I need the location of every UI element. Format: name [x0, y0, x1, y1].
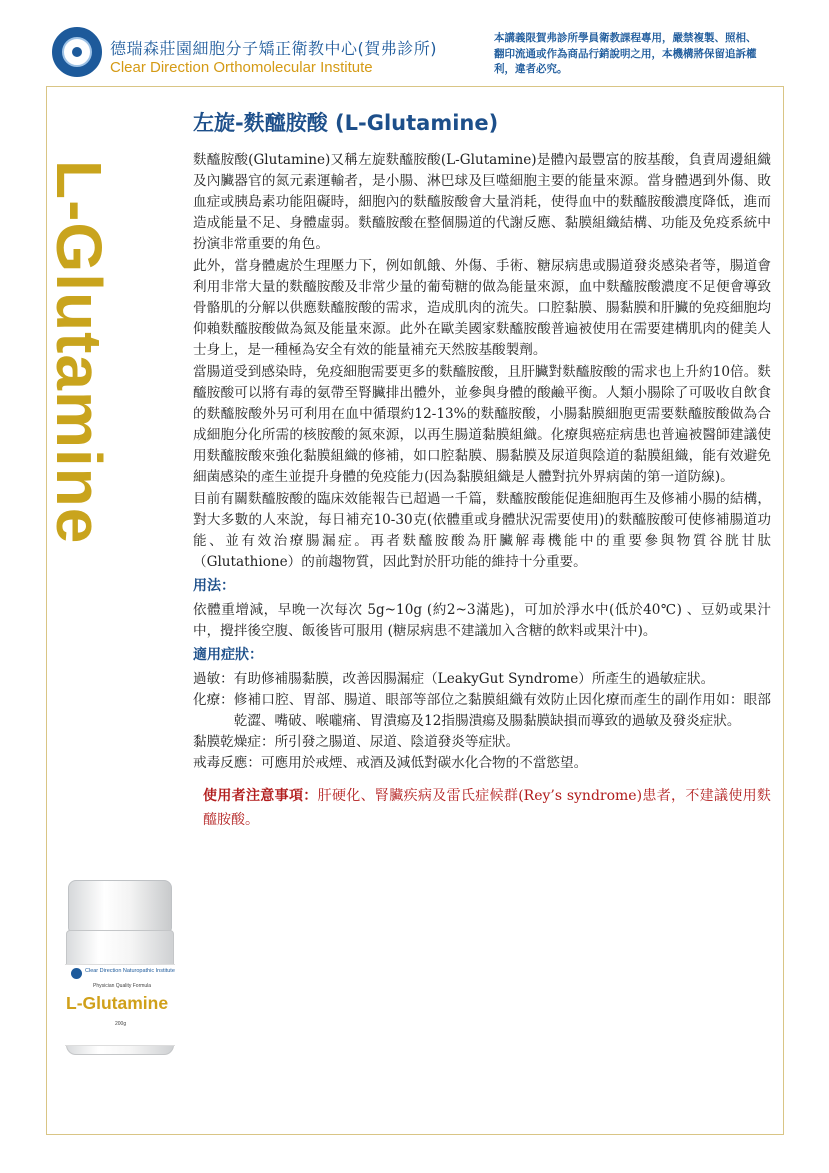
warning-note: [203, 784, 771, 832]
indication-value: 修補口腔、胃部、腸道、眼部等部位之黏膜組織有效防止因化療而產生的副作用如：眼部乾澀、嘴破、喉嚨痛、胃潰瘍及12指腸潰瘍及腸黏膜缺損而導致的過敏及發炎症狀。: [233, 692, 771, 729]
label-logo-icon: [71, 968, 82, 979]
org-name-english: Clear Direction Orthomolecular Institute: [110, 59, 373, 76]
paragraph-4: 目前有關麩醯胺酸的臨床效能報告已超過一千篇，麩醯胺酸能促進細胞再生及修補小腸的結構，對大多數的人來說，每日補充10-30克(依體重或身體狀況需要使用)的麩醯胺酸可使修補腸道功能、並有效治療腸漏症。再者麩醯胺酸為肝臟解毒機能中的重要參與物質谷胱甘肽（Glutathione）的前趨物質，因此對於肝功能的維持十分重要。: [193, 491, 771, 570]
usage-heading: 用法：: [193, 578, 235, 594]
indication-key: 過敏：: [193, 671, 234, 687]
warning-text: 肝硬化、腎臟疾病及雷氏症候群(Rey’s syndrome)患者，不建議使用麩醯胺酸。: [203, 788, 771, 828]
side-title-text: L-Glutamine: [43, 160, 115, 545]
institute-logo-icon: [52, 27, 102, 77]
page-title: 左旋-麩醯胺酸 (L-Glutamine): [193, 111, 499, 135]
org-name-chinese: 德瑞森莊園細胞分子矯正衛教中心(賀弗診所): [110, 39, 437, 58]
paragraph-1: 麩醯胺酸(Glutamine)又稱左旋麩醯胺酸(L-Glutamine)是體內最豐富的胺基酸，負責周邊組織及內臟器官的氮元素運輸者，是小腸、淋巴球及巨噬細胞主要的能量來源。當身體遇到外傷、敗血症或胰島素功能阻礙時，細胞內的麩醯胺酸會大量消耗，使得血中的麩醯胺酸濃度降低，進而造成能量不足、身體虛弱。麩醯胺酸在整個腸道的代謝反應、黏膜組織結構、功能及免疫系統中扮演非常重要的角色。: [193, 152, 771, 252]
bottle-label: [65, 964, 175, 1046]
label-quality: Physician Quality Formula: [93, 983, 152, 989]
usage-text: 依體重增減，早晚一次每次 5g~10g (約2~3滿匙)，可加於淨水中(低於40℃) 、豆奶或果汁中，攪拌後空腹、飯後皆可服用 (糖尿病患不建議加入含糖的飲料或果汁中)。: [193, 602, 771, 639]
article-body: [193, 150, 771, 832]
indication-key: 戒毒反應：: [193, 755, 261, 771]
label-weight: 200g: [115, 1021, 127, 1027]
indication-key: 化療：: [193, 692, 234, 708]
copyright-notice: 本講義限賀弗診所學員衛教課程專用，嚴禁複製、照相、翻印流通或作為商品行銷說明之用，本機構將保留追訴權利，違者必究。: [494, 32, 757, 75]
label-product-name: L-Glutamine: [66, 993, 169, 1013]
paragraph-2: 此外，當身體處於生理壓力下，例如飢餓、外傷、手術、糖尿病患或腸道發炎感染者等，腸道會利用非常大量的麩醯胺酸及非常少量的葡萄糖的做為能量來源，血中麩醯胺酸濃度不足便會導致骨骼肌的分解以供應麩醯胺酸的需求，造成肌肉的流失。口腔黏膜、腸黏膜和肝臟的免疫細胞均仰賴麩醯胺酸做為氮及能量來源。此外在歐美國家麩醯胺酸普遍被使用在需要建構肌肉的健美人士身上，是一種極為安全有效的能量補充天然胺基酸製劑。: [193, 258, 771, 358]
warning-label: 使用者注意事項：: [203, 788, 318, 804]
paragraph-3: 當腸道受到感染時，免疫細胞需要更多的麩醯胺酸，且肝臟對麩醯胺酸的需求也上升約10倍。麩醯胺酸可以將有毒的氨帶至腎臟排出體外，並參與身體的酸鹼平衡。人類小腸除了可吸收自飲食的麩醯胺酸外另可利用在血中循環約12-13%的麩醯胺酸，小腸黏膜細胞更需要麩醯胺酸做為合成細胞分化所需的核胺酸的氮來源，以再生腸道黏膜組織。化療與癌症病患也普遍被醫師建議使用麩醯胺酸來強化黏膜組織的修補，如口腔黏膜、腸黏膜及尿道與陰道的黏膜組織，能有效避免細菌感染的產生並提升身體的免疫能力(因為黏膜組織是人體對抗外界病菌的第一道防線)。: [193, 364, 771, 485]
label-org: Clear Direction Naturopathic Institute: [85, 968, 175, 974]
indication-item: [193, 690, 771, 732]
indication-item: [193, 669, 771, 690]
page-header: [0, 0, 829, 82]
product-bottle-image: [66, 880, 174, 1055]
side-title: [43, 160, 138, 545]
indication-item: [193, 732, 771, 753]
bottle-cap: [68, 880, 172, 932]
indication-item: [193, 753, 771, 774]
indications-heading: 適用症狀：: [193, 647, 263, 663]
indication-value: 所引發之腸道、尿道、陰道發炎等症狀。: [274, 734, 520, 750]
indication-key: 黏膜乾燥症：: [193, 734, 275, 750]
indication-value: 可應用於戒煙、戒酒及減低對碳水化合物的不當慾望。: [260, 755, 588, 771]
indication-value: 有助修補腸黏膜，改善因腸漏症（LeakyGut Syndrome）所產生的過敏症狀。: [233, 671, 715, 687]
